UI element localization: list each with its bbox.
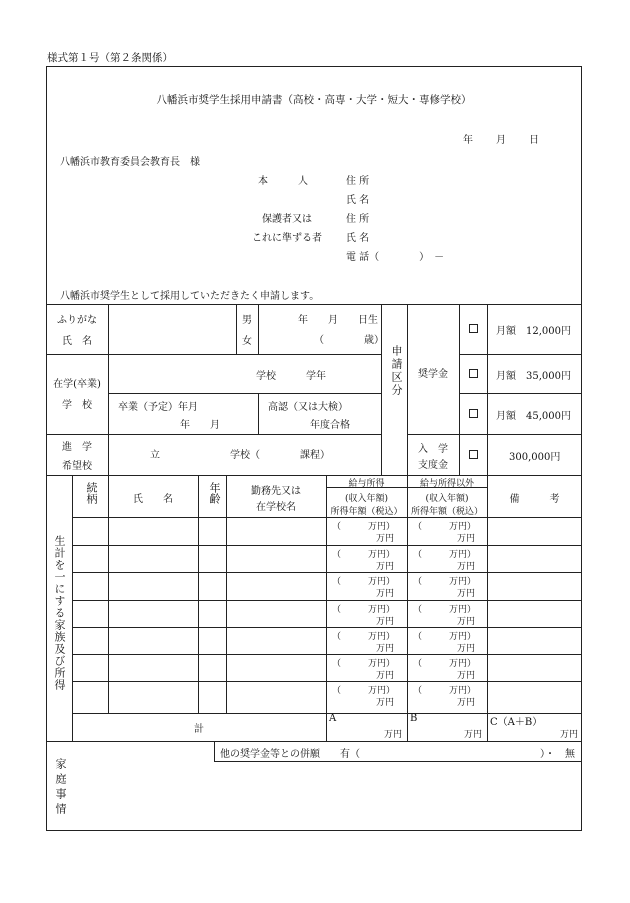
header-work-2: 在学校名 bbox=[256, 502, 296, 513]
applicant-label: 本 人 bbox=[258, 176, 308, 187]
admission-label-1: 入 学 bbox=[418, 444, 448, 455]
furigana-label: ふりがな bbox=[57, 315, 97, 326]
row-6-other-income: （ 万円） bbox=[413, 659, 477, 669]
total-label: 計 bbox=[194, 724, 204, 735]
age-label: （ 歳） bbox=[314, 335, 384, 346]
school-grade-label: 学校 学年 bbox=[256, 371, 326, 382]
header-other-sub2: 所得年額（税込） bbox=[410, 507, 483, 517]
school-label-1: 在学(卒業) bbox=[53, 379, 101, 390]
apply-category-label: 申請区分 bbox=[390, 345, 403, 397]
form-title: 八幡浜市奨学生採用申請書（高校・高専・大学・短大・専修学校） bbox=[156, 94, 472, 106]
graduation-label: 卒業（予定）年月 bbox=[118, 402, 198, 413]
graduation-ym: 年 月 bbox=[180, 420, 220, 431]
date-year: 年 bbox=[463, 135, 473, 146]
family-side-label: 生計を一にする家族及び所得 bbox=[53, 535, 66, 691]
male-label[interactable]: 男 bbox=[242, 315, 252, 326]
header-relation: 続柄 bbox=[85, 482, 98, 504]
row-3-salary-unit: 万円 bbox=[376, 589, 395, 599]
total-b-label: B bbox=[410, 713, 418, 724]
birth-date-label: 年 月 日生 bbox=[298, 315, 378, 326]
family-circumstances-label: 家庭事情 bbox=[54, 758, 67, 818]
total-c-unit: 万円 bbox=[560, 730, 579, 740]
total-a-label: A bbox=[329, 713, 337, 724]
row-5-salary-income: （ 万円） bbox=[332, 632, 396, 642]
row-1-other-income: （ 万円） bbox=[413, 522, 477, 532]
applicant-name-label: 氏 名 bbox=[346, 195, 370, 206]
name-label: 氏 名 bbox=[62, 336, 92, 347]
row-2-other-unit: 万円 bbox=[457, 562, 476, 572]
header-other-sub1: (収入年額) bbox=[425, 494, 469, 504]
addressee: 八幡浜市教育委員会教育長 様 bbox=[60, 157, 200, 168]
female-label[interactable]: 女 bbox=[242, 336, 252, 347]
row-5-salary-unit: 万円 bbox=[376, 644, 395, 654]
row-3-other-unit: 万円 bbox=[457, 589, 476, 599]
row-4-salary-unit: 万円 bbox=[376, 617, 395, 627]
desired-school-label-2: 希望校 bbox=[62, 461, 92, 472]
row-1-other-unit: 万円 bbox=[457, 534, 476, 544]
total-c-label: C（A＋B） bbox=[490, 717, 543, 728]
desired-school-label-1: 進 学 bbox=[62, 442, 92, 453]
header-salary-sub2: 所得年額（税込） bbox=[330, 507, 403, 517]
header-name: 氏 名 bbox=[133, 494, 173, 505]
row-2-salary-income: （ 万円） bbox=[332, 550, 396, 560]
admission-checkbox[interactable] bbox=[469, 450, 478, 459]
row-3-salary-income: （ 万円） bbox=[332, 577, 396, 587]
row-1-salary-income: （ 万円） bbox=[332, 522, 396, 532]
guardian-address-label: 住 所 bbox=[346, 214, 370, 225]
option-35000-checkbox[interactable] bbox=[469, 369, 478, 378]
row-2-other-income: （ 万円） bbox=[413, 550, 477, 560]
school-label-2: 学 校 bbox=[62, 400, 92, 411]
total-b-unit: 万円 bbox=[464, 730, 483, 740]
admission-label-2: 支度金 bbox=[418, 460, 448, 471]
header-salary: 給与所得 bbox=[348, 479, 385, 489]
scholarship-label: 奨学金 bbox=[418, 369, 448, 380]
row-7-salary-unit: 万円 bbox=[376, 698, 395, 708]
form-number: 様式第１号（第２条関係） bbox=[47, 52, 173, 64]
date-day: 日 bbox=[529, 135, 539, 146]
row-6-salary-income: （ 万円） bbox=[332, 659, 396, 669]
row-5-other-unit: 万円 bbox=[457, 644, 476, 654]
header-age: 年齢 bbox=[208, 482, 221, 504]
option-45000-label: 月額 45,000円 bbox=[496, 411, 571, 422]
other-scholarship-text: 他の奨学金等との併願 有（ ）・ 無 bbox=[220, 749, 575, 760]
header-work-1: 勤務先又は bbox=[251, 486, 301, 497]
request-text: 八幡浜市奨学生として採用していただきたく申請します。 bbox=[60, 291, 320, 302]
option-45000-checkbox[interactable] bbox=[469, 409, 478, 418]
guardian-phone-label: 電 話（ ） － bbox=[346, 252, 445, 263]
row-4-salary-income: （ 万円） bbox=[332, 605, 396, 615]
guardian-name-label: 氏 名 bbox=[346, 233, 370, 244]
option-12000-checkbox[interactable] bbox=[469, 324, 478, 333]
row-6-salary-unit: 万円 bbox=[376, 671, 395, 681]
hs-equivalency-label: 高認（又は大検） bbox=[268, 402, 348, 413]
guardian-label-2: これに準ずる者 bbox=[252, 233, 322, 244]
admission-amount: 300,000円 bbox=[509, 452, 561, 463]
row-4-other-unit: 万円 bbox=[457, 617, 476, 627]
date-month: 月 bbox=[496, 135, 506, 146]
row-1-salary-unit: 万円 bbox=[376, 534, 395, 544]
total-a-unit: 万円 bbox=[384, 730, 403, 740]
option-12000-label: 月額 12,000円 bbox=[496, 326, 571, 337]
option-35000-label: 月額 35,000円 bbox=[496, 371, 571, 382]
row-7-salary-income: （ 万円） bbox=[332, 686, 396, 696]
pass-year-label: 年度合格 bbox=[310, 420, 350, 431]
row-6-other-unit: 万円 bbox=[457, 671, 476, 681]
row-5-other-income: （ 万円） bbox=[413, 632, 477, 642]
header-salary-sub1: (収入年額) bbox=[344, 494, 389, 504]
desired-school-value: 立 学校（ 課程） bbox=[150, 450, 330, 461]
applicant-address-label: 住 所 bbox=[346, 176, 370, 187]
header-other: 給与所得以外 bbox=[419, 479, 474, 489]
row-7-other-income: （ 万円） bbox=[413, 686, 477, 696]
row-4-other-income: （ 万円） bbox=[413, 605, 477, 615]
row-7-other-unit: 万円 bbox=[457, 698, 476, 708]
row-3-other-income: （ 万円） bbox=[413, 577, 477, 587]
header-notes: 備 考 bbox=[509, 494, 560, 505]
guardian-label-1: 保護者又は bbox=[262, 214, 312, 225]
row-2-salary-unit: 万円 bbox=[376, 562, 395, 572]
